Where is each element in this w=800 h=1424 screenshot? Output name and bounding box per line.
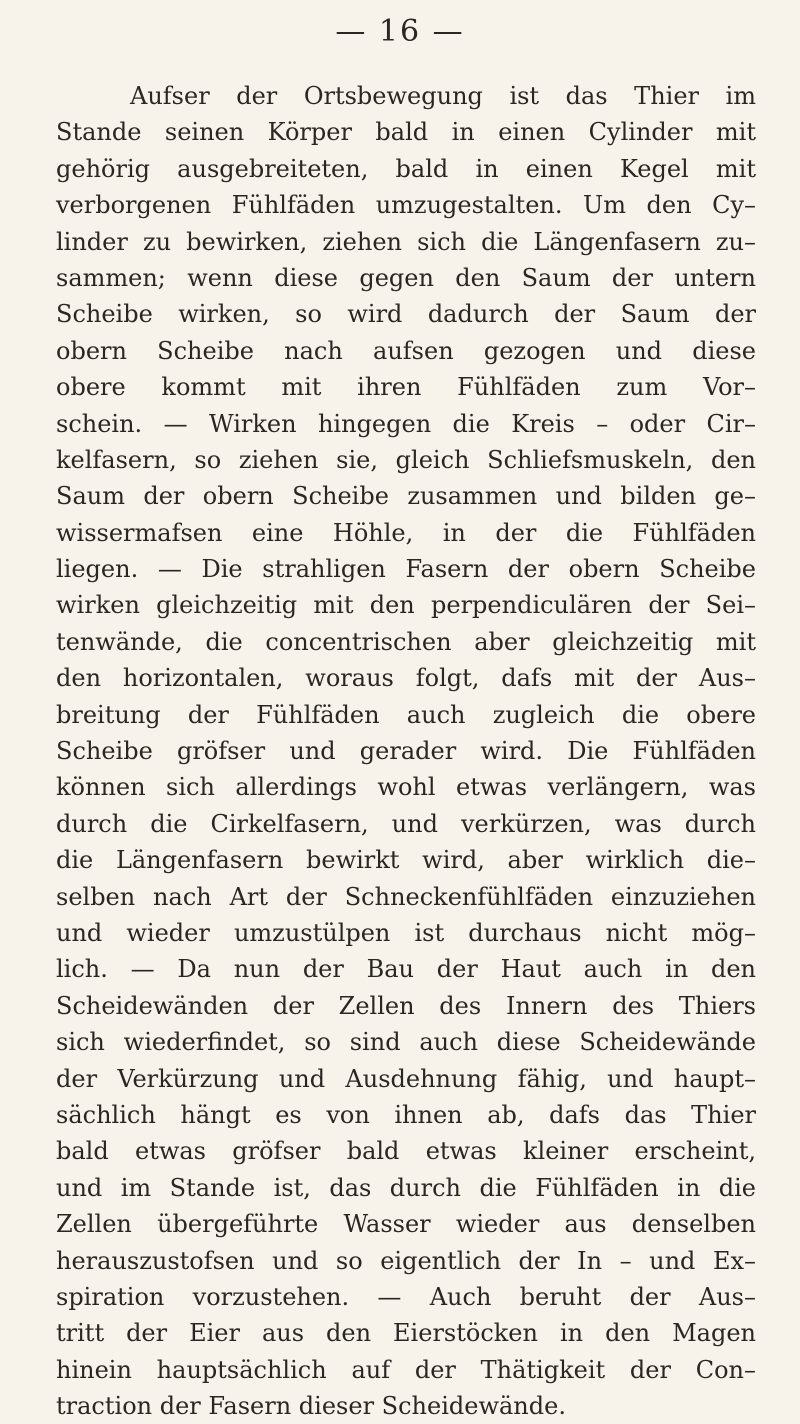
text-line: und wieder umzustülpen ist durchaus nicht mög– (56, 918, 756, 947)
text-line: obere kommt mit ihren Fühlfäden zum Vor– (56, 373, 756, 402)
text-line: wirken gleichzeitig mit den perpendiculären der Sei– (56, 591, 756, 620)
text-line: Stande seinen Körper bald in einen Cylinder mit (56, 118, 756, 147)
text-line: kelfasern, so ziehen sie, gleich Schliefsmuskeln, den (56, 445, 756, 474)
text-line: tenwände, die concentrischen aber gleichzeitig mit (56, 627, 756, 656)
text-line: die Längenfasern bewirkt wird, aber wirklich die– (56, 846, 756, 875)
text-line: Aufser der Ortsbewegung ist das Thier im (130, 82, 756, 110)
text-line: lich. — Da nun der Bau der Haut auch in den (56, 955, 756, 984)
text-line: durch die Cirkelfasern, und verkürzen, was durch (56, 809, 756, 838)
text-line: selben nach Art der Schneckenfühlfäden einzuziehen (56, 882, 756, 911)
text-line: Scheibe wirken, so wird dadurch der Saum der (56, 300, 756, 329)
text-line: linder zu bewirken, ziehen sich die Längenfasern zu– (56, 227, 756, 256)
text-line: sich wiederfindet, so sind auch diese Scheidewände (56, 1028, 756, 1057)
text-line: hinein hauptsächlich auf der Thätigkeit der Con– (56, 1355, 756, 1384)
text-line: obern Scheibe nach aufsen gezogen und diese (56, 336, 756, 365)
page-number-header: — 16 — (335, 14, 465, 49)
text-line: der Verkürzung und Ausdehnung fähig, und haupt– (56, 1064, 756, 1093)
text-line: liegen. — Die strahligen Fasern der obern Scheibe (56, 555, 756, 584)
text-line: spiration vorzustehen. — Auch beruht der Aus– (56, 1282, 756, 1311)
text-line: sammen; wenn diese gegen den Saum der untern (56, 263, 756, 292)
text-line: und im Stande ist, das durch die Fühlfäden in die (56, 1173, 756, 1202)
body-text (56, 78, 756, 1424)
text-line: tritt der Eier aus den Eierstöcken in den Magen (56, 1319, 756, 1348)
text-line: können sich allerdings wohl etwas verlängern, was (56, 773, 756, 802)
text-line: traction der Fasern dieser Scheidewände. (56, 1392, 566, 1421)
text-line: den horizontalen, woraus folgt, dafs mit der Aus– (56, 664, 756, 693)
text-line: Scheibe gröfser und gerader wird. Die Fühlfäden (56, 737, 756, 766)
text-line: verborgenen Fühlfäden umzugestalten. Um den Cy– (56, 191, 756, 220)
text-line: gehörig ausgebreiteten, bald in einen Kegel mit (56, 154, 756, 183)
text-line: breitung der Fühlfäden auch zugleich die obere (56, 700, 756, 729)
text-line: Zellen übergeführte Wasser wieder aus denselben (56, 1210, 756, 1239)
text-line: schein. — Wirken hingegen die Kreis – oder Cir– (56, 409, 756, 438)
text-line: sächlich hängt es von ihnen ab, dafs das Thier (56, 1100, 756, 1129)
text-line: Scheidewänden der Zellen des Innern des Thiers (56, 991, 756, 1020)
text-line: bald etwas gröfser bald etwas kleiner erscheint, (56, 1137, 756, 1166)
text-line: Saum der obern Scheibe zusammen und bilden ge– (56, 482, 756, 511)
text-line: herauszustofsen und so eigentlich der In – und Ex– (56, 1246, 756, 1275)
text-line: wissermafsen eine Höhle, in der die Fühlfäden (56, 518, 756, 547)
